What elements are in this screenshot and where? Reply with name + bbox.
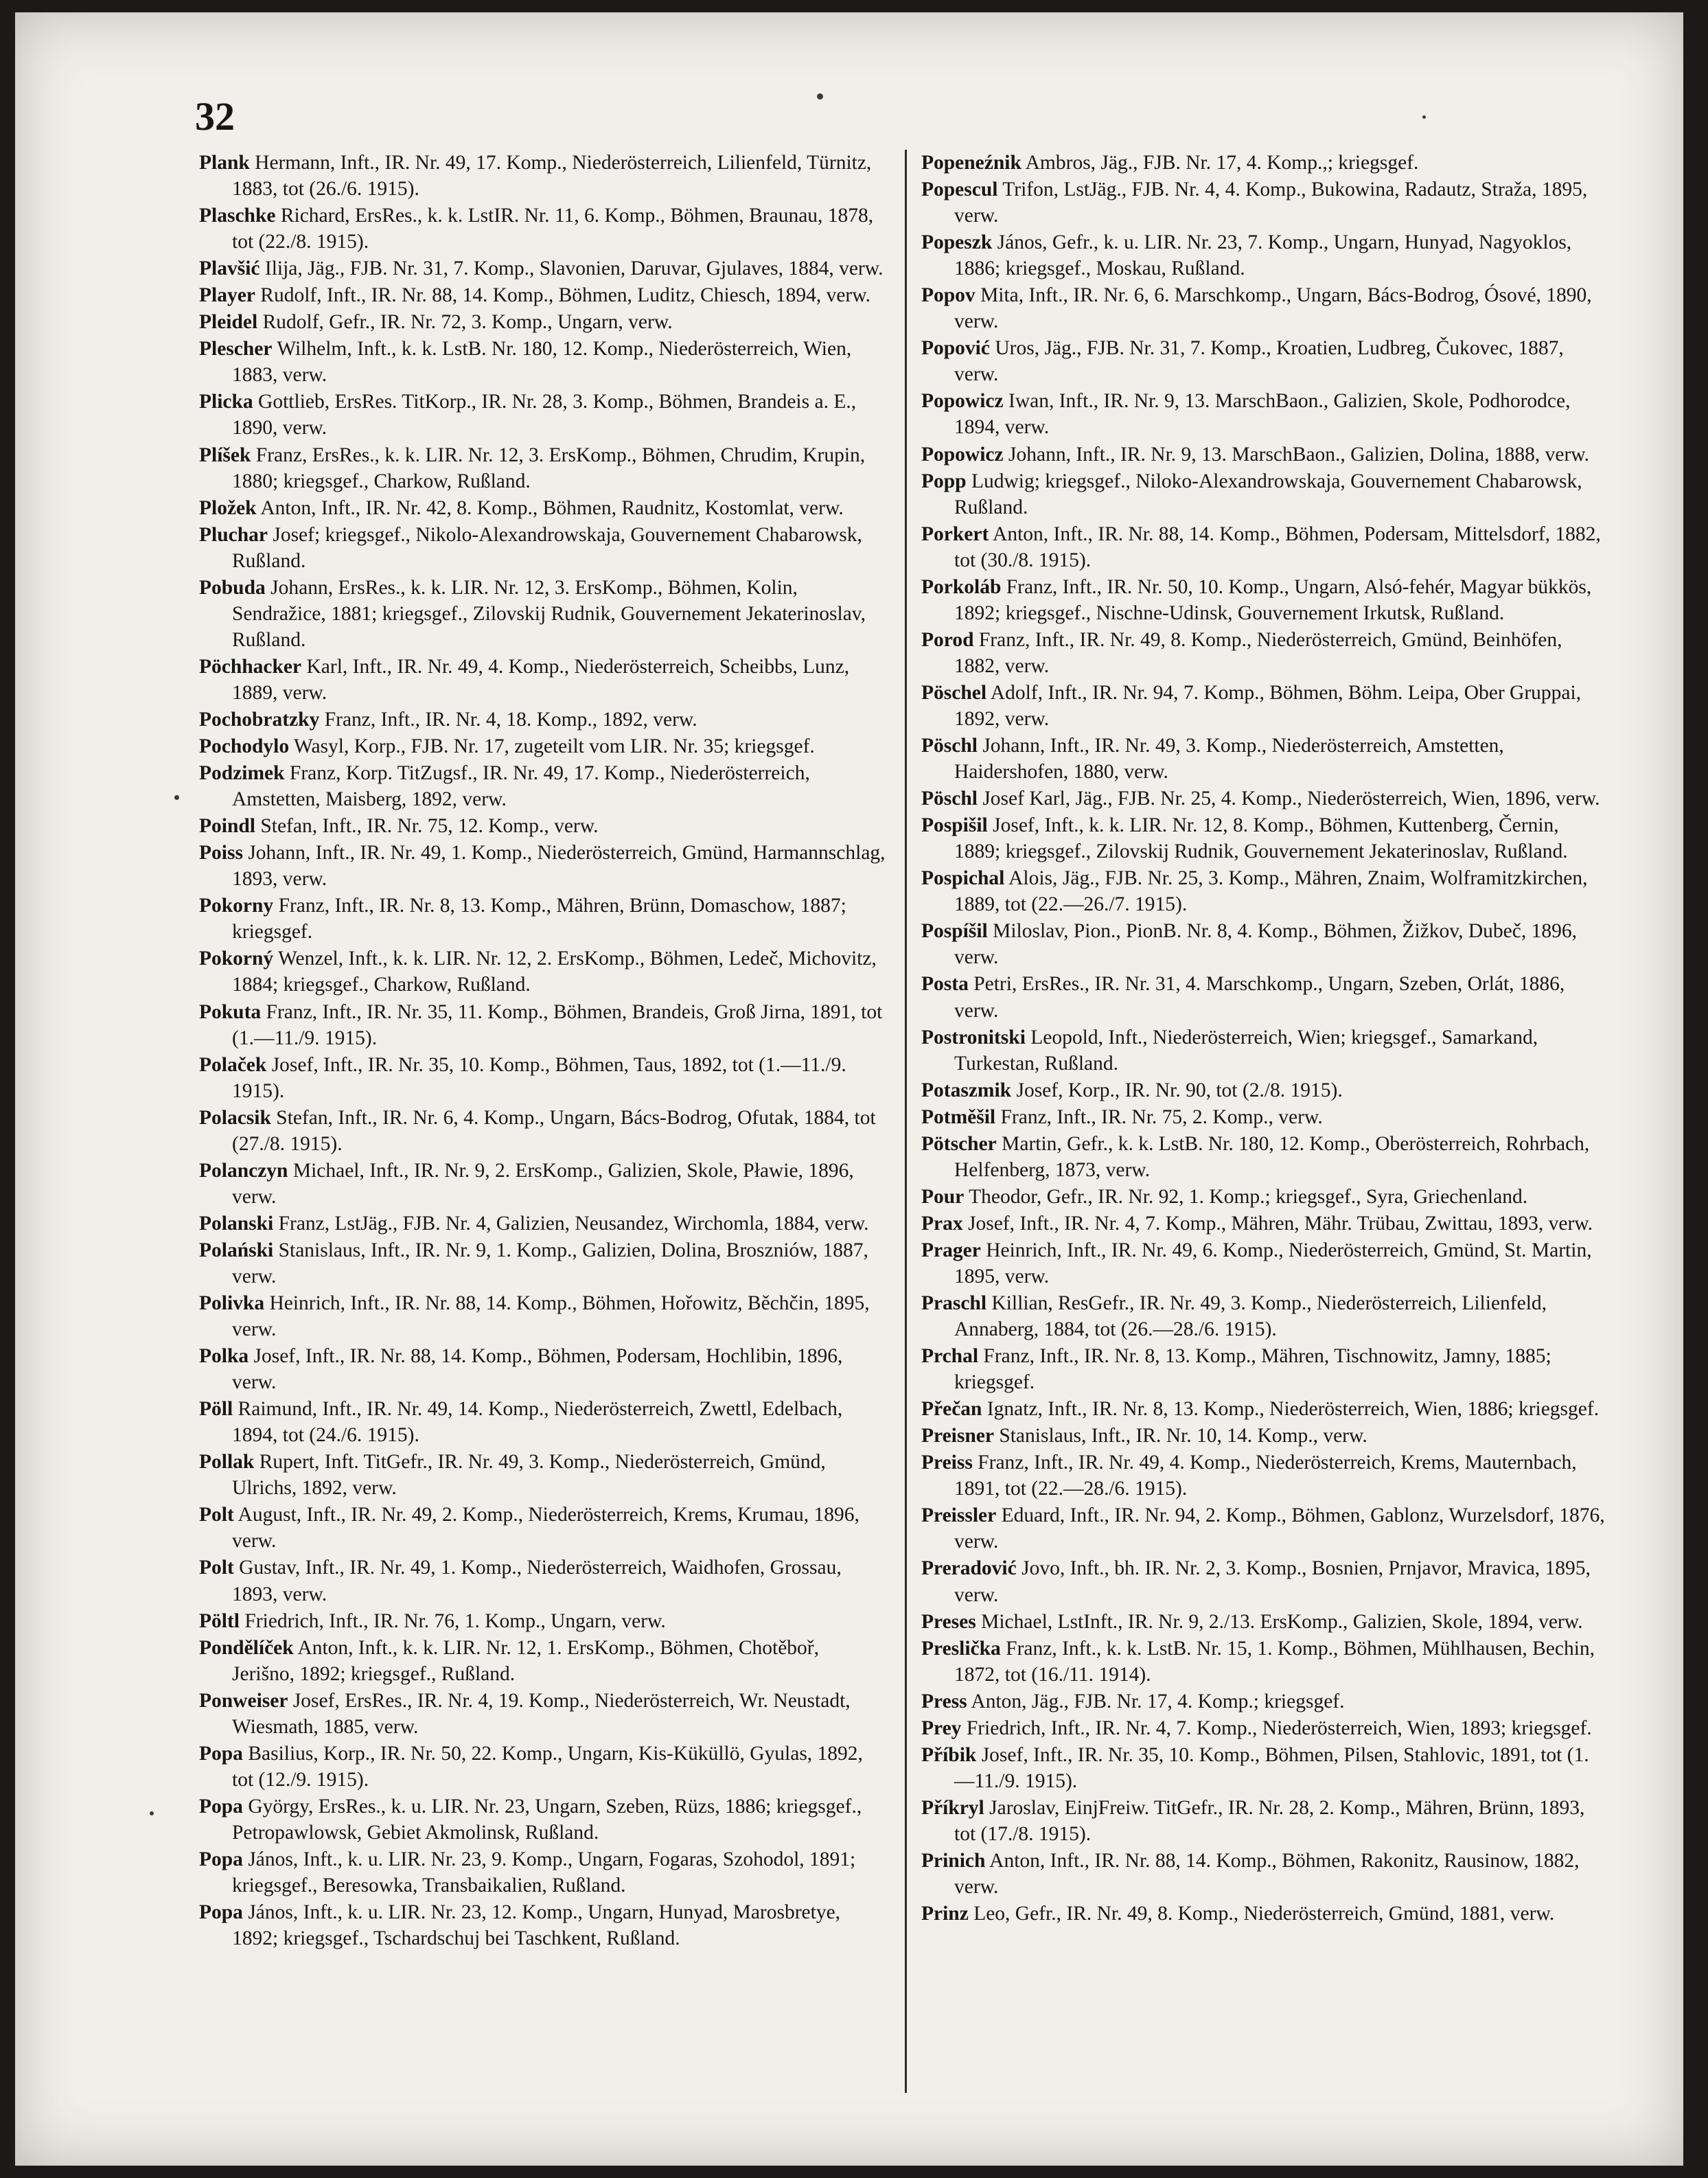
entry-details: Killian, ResGefr., IR. Nr. 49, 3. Komp., Niederösterreich, Lilienfeld, Annaberg, 1884, tot (26.—28./6. 1915). bbox=[954, 1292, 1547, 1341]
entry-details: Franz, Inft., IR. Nr. 4, 18. Komp., 1892, verw. bbox=[324, 708, 697, 731]
entry-surname: Pluchar bbox=[199, 523, 268, 546]
entry-surname: Pour bbox=[921, 1185, 965, 1208]
entry-surname: Praschl bbox=[921, 1292, 987, 1315]
register-entry bbox=[199, 945, 886, 998]
entry-details: Johann, ErsRes., k. k. LIR. Nr. 12, 3. ErsKomp., Böhmen, Kolin, Sendražice, 1881; kriegsgef., Zilovskij Rudnik, Gouvernement Jekaterinoslav, Rußland. bbox=[232, 576, 866, 651]
entry-details: Anton, Inft., IR. Nr. 88, 14. Komp., Böhmen, Podersam, Mittelsdorf, 1882, tot (30./8. 1915). bbox=[954, 523, 1601, 571]
register-entry bbox=[921, 1290, 1608, 1342]
register-entry bbox=[921, 229, 1608, 282]
entry-details: Josef, Inft., k. k. LIR. Nr. 12, 8. Komp., Böhmen, Kuttenberg, Černin, 1889; kriegsgef., Zilovskij Rudnik, Gouvernement Jekaterinoslav, Rußland. bbox=[954, 814, 1568, 863]
register-entry bbox=[199, 733, 886, 759]
entry-details: Heinrich, Inft., IR. Nr. 49, 6. Komp., Niederösterreich, Gmünd, St. Martin, 1895, verw. bbox=[954, 1239, 1592, 1287]
entry-details: Franz, LstJäg., FJB. Nr. 4, Galizien, Neusandez, Wirchomla, 1884, verw. bbox=[278, 1212, 869, 1235]
register-entry bbox=[921, 176, 1608, 229]
register-entry bbox=[199, 840, 886, 892]
entry-details: Karl, Inft., IR. Nr. 49, 4. Komp., Niederösterreich, Scheibbs, Lunz, 1889, verw. bbox=[232, 655, 850, 704]
entry-surname: Pötscher bbox=[921, 1132, 997, 1155]
entry-details: Stefan, Inft., IR. Nr. 75, 12. Komp., verw. bbox=[260, 815, 599, 838]
register-entry bbox=[199, 654, 886, 706]
entry-details: Ambros, Jäg., FJB. Nr. 17, 4. Komp.,; kriegsgef. bbox=[1025, 152, 1419, 174]
entry-surname: Polt bbox=[199, 1557, 234, 1579]
entry-surname: Preses bbox=[921, 1610, 976, 1633]
entry-surname: Přečan bbox=[921, 1398, 982, 1421]
entry-surname: Plíšek bbox=[199, 444, 251, 466]
entry-details: Iwan, Inft., IR. Nr. 9, 13. MarschBaon., Galizien, Skole, Podhorodce, 1894, verw. bbox=[954, 390, 1571, 439]
entry-surname: Pokorny bbox=[199, 895, 274, 917]
entry-surname: Plaschke bbox=[199, 205, 276, 227]
entry-details: Ilija, Jäg., FJB. Nr. 31, 7. Komp., Slavonien, Daruvar, Gjulaves, 1884, verw. bbox=[264, 257, 884, 280]
entry-details: Josef, Korp., IR. Nr. 90, tot (2./8. 1915). bbox=[1016, 1079, 1343, 1101]
entry-surname: Press bbox=[921, 1690, 967, 1712]
entry-surname: Příbik bbox=[921, 1743, 977, 1766]
entry-surname: Popa bbox=[199, 1742, 243, 1765]
register-entry bbox=[199, 1158, 886, 1210]
register-entry bbox=[921, 1715, 1608, 1741]
register-entry bbox=[199, 813, 886, 839]
register-entry bbox=[199, 893, 886, 945]
register-entry bbox=[199, 1502, 886, 1554]
entry-surname: Prchal bbox=[921, 1345, 979, 1368]
entry-surname: Pöll bbox=[199, 1398, 233, 1421]
entry-surname: Pobuda bbox=[199, 576, 266, 599]
entry-details: Josef, Inft., IR. Nr. 35, 10. Komp., Böhmen, Pilsen, Stahlovic, 1891, tot (1.—11./9. 1915). bbox=[954, 1743, 1589, 1792]
entry-details: Franz, Inft., IR. Nr. 50, 10. Komp., Ungarn, Alsó-fehér, Magyar bükkös, 1892; kriegsgef., Nischne-Udinsk, Gouvernement Irkutsk, Rußland. bbox=[954, 575, 1592, 624]
register-entry bbox=[921, 1742, 1608, 1794]
entry-surname: Popa bbox=[199, 1848, 243, 1870]
entry-details: Josef, Inft., IR. Nr. 4, 7. Komp., Mähren, Mähr. Trübau, Zwittau, 1893, verw. bbox=[968, 1212, 1593, 1235]
register-entry bbox=[199, 1555, 886, 1607]
register-entry bbox=[921, 733, 1608, 785]
register-entry bbox=[199, 1608, 886, 1634]
register-entry bbox=[199, 1211, 886, 1237]
register-entry bbox=[199, 522, 886, 574]
entry-details: Gustav, Inft., IR. Nr. 49, 1. Komp., Niederösterreich, Waidhofen, Grossau, 1893, verw. bbox=[232, 1557, 842, 1605]
register-entry bbox=[921, 1237, 1608, 1289]
entry-surname: Polacsik bbox=[199, 1106, 271, 1129]
entry-details: August, Inft., IR. Nr. 49, 2. Komp., Niederösterreich, Krems, Krumau, 1896, verw. bbox=[232, 1504, 859, 1552]
register-entry bbox=[921, 1688, 1608, 1715]
register-entry bbox=[921, 1423, 1608, 1449]
entry-details: Wenzel, Inft., k. k. LIR. Nr. 12, 2. ErsKomp., Böhmen, Ledeč, Michovitz, 1884; kriegsgef., Charkow, Rußland. bbox=[232, 948, 877, 996]
print-speck bbox=[1422, 115, 1426, 119]
entry-surname: Preslička bbox=[921, 1637, 1001, 1660]
register-entry bbox=[199, 1846, 886, 1899]
register-entry bbox=[199, 389, 886, 441]
left-column bbox=[199, 150, 886, 1952]
entry-details: Leopold, Inft., Niederösterreich, Wien; kriegsgef., Samarkand, Turkestan, Rußland. bbox=[954, 1026, 1538, 1075]
entry-details: Eduard, Inft., IR. Nr. 94, 2. Komp., Böhmen, Gablonz, Wurzelsdorf, 1876, verw. bbox=[954, 1504, 1605, 1553]
register-entry bbox=[921, 1848, 1608, 1900]
entry-surname: Pondělíček bbox=[199, 1636, 294, 1659]
entry-details: Alois, Jäg., FJB. Nr. 25, 3. Komp., Mähren, Znaim, Wolframitzkirchen, 1889, tot (22.—26./7. 1915). bbox=[954, 867, 1588, 916]
entry-surname: Preissler bbox=[921, 1504, 997, 1527]
entry-surname: Potaszmik bbox=[921, 1079, 1012, 1101]
entry-details: Stanislaus, Inft., IR. Nr. 9, 1. Komp., Galizien, Dolina, Broszniów, 1887, verw. bbox=[232, 1239, 868, 1287]
register-entry bbox=[199, 1741, 886, 1793]
entry-details: Johann, Inft., IR. Nr. 49, 1. Komp., Niederösterreich, Gmünd, Harmannschlag, 1893, verw. bbox=[232, 842, 886, 891]
register-entry bbox=[921, 468, 1608, 520]
register-entry bbox=[199, 203, 886, 255]
entry-details: Josef Karl, Jäg., FJB. Nr. 25, 4. Komp., Niederösterreich, Wien, 1896, verw. bbox=[982, 788, 1600, 810]
entry-surname: Popescul bbox=[921, 179, 998, 201]
entry-details: Anton, Inft., IR. Nr. 42, 8. Komp., Böhmen, Raudnitz, Kostomlat, verw. bbox=[260, 496, 844, 519]
entry-details: János, Inft., k. u. LIR. Nr. 23, 12. Komp., Ungarn, Hunyad, Marosbretye, 1892; kriegsgef., Tschardschuj bei Taschkent, Rußland. bbox=[232, 1901, 841, 1950]
register-entry bbox=[921, 627, 1608, 679]
entry-surname: Popa bbox=[199, 1901, 243, 1924]
entry-details: Wilhelm, Inft., k. k. LstB. Nr. 180, 12. Komp., Niederösterreich, Wien, 1883, verw. bbox=[232, 338, 852, 387]
entry-details: Rudolf, Gefr., IR. Nr. 72, 3. Komp., Ungarn, verw. bbox=[262, 311, 673, 334]
entry-surname: Pochobratzky bbox=[199, 708, 320, 731]
register-entry bbox=[921, 1104, 1608, 1130]
entry-surname: Pöchhacker bbox=[199, 655, 302, 678]
register-entry bbox=[199, 1899, 886, 1951]
entry-details: Franz, ErsRes., k. k. LIR. Nr. 12, 3. ErsKomp., Böhmen, Chrudim, Krupin, 1880; kriegsgef., Charkow, Rußland. bbox=[232, 444, 866, 492]
entry-details: Rudolf, Inft., IR. Nr. 88, 14. Komp., Böhmen, Luditz, Chiesch, 1894, verw. bbox=[260, 284, 871, 307]
register-entry bbox=[199, 1343, 886, 1395]
entry-surname: Popeneźnik bbox=[921, 152, 1022, 174]
entry-surname: Pöltl bbox=[199, 1609, 240, 1632]
print-speck bbox=[817, 93, 823, 100]
register-entry bbox=[199, 336, 886, 388]
register-entry bbox=[921, 1502, 1608, 1555]
register-entry bbox=[921, 1795, 1608, 1847]
register-entry bbox=[921, 1449, 1608, 1502]
register-entry bbox=[921, 865, 1608, 917]
register-entry bbox=[921, 1343, 1608, 1395]
register-entry bbox=[921, 150, 1608, 176]
entry-details: Hermann, Inft., IR. Nr. 49, 17. Komp., Niederösterreich, Lilienfeld, Türnitz, 1883, tot (26./6. 1915). bbox=[232, 152, 872, 200]
entry-details: Josef, ErsRes., IR. Nr. 4, 19. Komp., Niederösterreich, Wr. Neustadt, Wiesmath, 1885, verw. bbox=[232, 1689, 851, 1738]
entry-surname: Popeszk bbox=[921, 231, 993, 254]
entry-details: Stanislaus, Inft., IR. Nr. 10, 14. Komp., verw. bbox=[999, 1425, 1367, 1447]
entry-surname: Polanczyn bbox=[199, 1159, 288, 1182]
entry-details: Stefan, Inft., IR. Nr. 6, 4. Komp., Ungarn, Bács-Bodrog, Ofutak, 1884, tot (27./8. 1915). bbox=[232, 1106, 876, 1155]
page-number: 32 bbox=[195, 94, 235, 139]
entry-details: Friedrich, Inft., IR. Nr. 4, 7. Komp., Niederösterreich, Wien, 1893; kriegsgef. bbox=[966, 1717, 1592, 1739]
entry-details: Franz, Inft., IR. Nr. 75, 2. Komp., verw. bbox=[1000, 1105, 1323, 1128]
entry-surname: Pokorný bbox=[199, 948, 274, 970]
register-entry bbox=[921, 918, 1608, 970]
register-entry bbox=[199, 282, 886, 308]
entry-surname: Polanski bbox=[199, 1212, 274, 1235]
entry-details: Basilius, Korp., IR. Nr. 50, 22. Komp., Ungarn, Kis-Küküllö, Gyulas, 1892, tot (12./9. 1915). bbox=[232, 1742, 863, 1791]
entry-surname: Plicka bbox=[199, 391, 253, 413]
entry-details: Friedrich, Inft., IR. Nr. 76, 1. Komp., Ungarn, verw. bbox=[244, 1609, 666, 1632]
entry-surname: Pöschl bbox=[921, 788, 978, 810]
entry-surname: Pospichal bbox=[921, 867, 1005, 890]
entry-details: Michael, LstInft., IR. Nr. 9, 2./13. ErsKomp., Galizien, Skole, 1894, verw. bbox=[981, 1610, 1583, 1633]
entry-details: Franz, Inft., IR. Nr. 49, 4. Komp., Niederösterreich, Krems, Mauternbach, 1891, tot (22.—28./6. 1915). bbox=[954, 1452, 1577, 1500]
entry-surname: Pokuta bbox=[199, 1000, 262, 1023]
register-entry bbox=[199, 1688, 886, 1740]
entry-surname: Plescher bbox=[199, 338, 273, 360]
register-entry bbox=[921, 282, 1608, 334]
entry-details: Franz, Inft., IR. Nr. 35, 11. Komp., Böhmen, Brandeis, Groß Jirna, 1891, tot (1.—11./9. 1915). bbox=[232, 1000, 883, 1049]
entry-surname: Potměšil bbox=[921, 1105, 996, 1128]
entry-details: Josef, Inft., IR. Nr. 35, 10. Komp., Böhmen, Taus, 1892, tot (1.—11./9. 1915). bbox=[232, 1053, 846, 1102]
register-entry bbox=[921, 1396, 1608, 1422]
entry-details: György, ErsRes., k. u. LIR. Nr. 23, Ungarn, Szeben, Rüzs, 1886; kriegsgef., Petropawlowsk, Gebiet Akmolinsk, Rußland. bbox=[232, 1795, 862, 1844]
register-entry bbox=[199, 999, 886, 1051]
entry-details: Ignatz, Inft., IR. Nr. 8, 13. Komp., Niederösterreich, Wien, 1886; kriegsgef. bbox=[986, 1398, 1600, 1421]
entry-surname: Poiss bbox=[199, 842, 243, 864]
entry-surname: Ponweiser bbox=[199, 1689, 288, 1712]
entry-details: Franz, Inft., IR. Nr. 8, 13. Komp., Mähren, Brünn, Domaschow, 1887; kriegsgef. bbox=[232, 895, 846, 943]
entry-surname: Porkert bbox=[921, 523, 989, 545]
register-entry bbox=[199, 1290, 886, 1342]
entry-details: Richard, ErsRes., k. k. LstIR. Nr. 11, 6. Komp., Böhmen, Braunau, 1878, tot (22./8. 1915). bbox=[232, 205, 874, 253]
register-entry bbox=[921, 971, 1608, 1023]
register-entry bbox=[199, 1449, 886, 1501]
register-entry bbox=[921, 1609, 1608, 1635]
register-entry bbox=[199, 1635, 886, 1687]
entry-details: Anton, Inft., k. k. LIR. Nr. 12, 1. ErsKomp., Böhmen, Chotěboř, Jerišno, 1892; kriegsgef., Rußland. bbox=[232, 1636, 819, 1685]
right-column bbox=[921, 150, 1608, 1927]
entry-details: Leo, Gefr., IR. Nr. 49, 8. Komp., Niederösterreich, Gmünd, 1881, verw. bbox=[973, 1903, 1555, 1925]
register-entry bbox=[921, 1211, 1608, 1237]
entry-surname: Pospišil bbox=[921, 814, 988, 837]
entry-details: Martin, Gefr., k. k. LstB. Nr. 180, 12. Komp., Oberösterreich, Rohrbach, Helfenberg, 1873, verw. bbox=[954, 1132, 1590, 1181]
entry-surname: Popp bbox=[921, 470, 967, 492]
entry-details: Anton, Inft., IR. Nr. 88, 14. Komp., Böhmen, Rakonitz, Rausinow, 1882, verw. bbox=[954, 1850, 1580, 1899]
entry-surname: Preradović bbox=[921, 1557, 1017, 1580]
register-entry bbox=[199, 255, 886, 282]
register-entry bbox=[199, 495, 886, 521]
register-entry bbox=[921, 521, 1608, 573]
entry-surname: Pöschel bbox=[921, 681, 987, 704]
entry-surname: Preisner bbox=[921, 1425, 994, 1447]
register-entry bbox=[921, 812, 1608, 864]
entry-surname: Porod bbox=[921, 628, 974, 651]
register-entry bbox=[199, 1793, 886, 1846]
register-entry bbox=[921, 786, 1608, 812]
register-entry bbox=[199, 442, 886, 494]
entry-details: Franz, Inft., IR. Nr. 8, 13. Komp., Mähren, Tischnowitz, Jamny, 1885; kriegsgef. bbox=[954, 1345, 1551, 1394]
entry-surname: Prey bbox=[921, 1717, 962, 1739]
column-divider bbox=[905, 150, 907, 2093]
print-speck bbox=[174, 795, 179, 800]
entry-details: Franz, Inft., IR. Nr. 49, 8. Komp., Niederösterreich, Gmünd, Beinhöfen, 1882, verw. bbox=[954, 628, 1562, 677]
entry-details: Uros, Jäg., FJB. Nr. 31, 7. Komp., Kroatien, Ludbreg, Čukovec, 1887, verw. bbox=[954, 337, 1564, 386]
entry-details: Jaroslav, EinjFreiw. TitGefr., IR. Nr. 28, 2. Komp., Mähren, Brünn, 1893, tot (17./8. 1915). bbox=[954, 1796, 1585, 1845]
entry-details: Rupert, Inft. TitGefr., IR. Nr. 49, 3. Komp., Niederösterreich, Gmünd, Ulrichs, 1892, verw. bbox=[232, 1451, 826, 1500]
entry-surname: Pospíšil bbox=[921, 920, 988, 943]
entry-details: Gottlieb, ErsRes. TitKorp., IR. Nr. 28, 3. Komp., Böhmen, Brandeis a. E., 1890, verw. bbox=[232, 391, 857, 439]
register-entry bbox=[921, 388, 1608, 440]
entry-details: Josef; kriegsgef., Nikolo-Alexandrowskaja, Gouvernement Chabarowsk, Rußland. bbox=[232, 523, 862, 572]
register-entry bbox=[921, 442, 1608, 468]
entry-details: Mita, Inft., IR. Nr. 6, 6. Marschkomp., Ungarn, Bács-Bodrog, Ósové, 1890, verw. bbox=[954, 284, 1592, 333]
register-entry bbox=[921, 680, 1608, 732]
entry-surname: Polivka bbox=[199, 1292, 265, 1315]
entry-surname: Postronitski bbox=[921, 1026, 1026, 1048]
entry-details: Johann, Inft., IR. Nr. 49, 3. Komp., Niederösterreich, Amstetten, Haidershofen, 1880, verw. bbox=[954, 735, 1504, 783]
register-entry bbox=[921, 335, 1608, 387]
entry-details: Adolf, Inft., IR. Nr. 94, 7. Komp., Böhmen, Böhm. Leipa, Ober Gruppai, 1892, verw. bbox=[954, 681, 1582, 730]
entry-surname: Posta bbox=[921, 973, 969, 996]
entry-surname: Popović bbox=[921, 337, 990, 360]
register-entry bbox=[199, 1396, 886, 1448]
entry-details: János, Inft., k. u. LIR. Nr. 23, 9. Komp., Ungarn, Fogaras, Szohodol, 1891; kriegsgef., Beresowka, Transbaikalien, Rußland. bbox=[232, 1848, 856, 1897]
entry-surname: Pöschl bbox=[921, 735, 978, 757]
register-entry bbox=[921, 574, 1608, 626]
entry-details: Petri, ErsRes., IR. Nr. 31, 4. Marschkomp., Ungarn, Szeben, Orlát, 1886, verw. bbox=[954, 973, 1565, 1022]
entry-details: Franz, Korp. TitZugsf., IR. Nr. 49, 17. Komp., Niederösterreich, Amstetten, Maisberg, 1892, verw. bbox=[232, 762, 810, 811]
entry-details: Raimund, Inft., IR. Nr. 49, 14. Komp., Niederösterreich, Zwettl, Edelbach, 1894, tot (24./6. 1915). bbox=[232, 1398, 843, 1447]
entry-surname: Popa bbox=[199, 1795, 243, 1818]
register-entry bbox=[921, 1901, 1608, 1927]
entry-details: Jovo, Inft., bh. IR. Nr. 2, 3. Komp., Bosnien, Prnjavor, Mravica, 1895, verw. bbox=[954, 1557, 1591, 1606]
entry-details: Michael, Inft., IR. Nr. 9, 2. ErsKomp., Galizien, Skole, Pławie, 1896, verw. bbox=[232, 1159, 854, 1208]
entry-surname: Popowicz bbox=[921, 390, 1004, 413]
entry-surname: Příkryl bbox=[921, 1796, 984, 1819]
register-entry bbox=[199, 1237, 886, 1289]
register-entry bbox=[921, 1555, 1608, 1607]
entry-details: Heinrich, Inft., IR. Nr. 88, 14. Komp., Böhmen, Hořowitz, Běchčin, 1895, verw. bbox=[232, 1292, 870, 1341]
register-entry bbox=[921, 1077, 1608, 1103]
entry-surname: Prinz bbox=[921, 1903, 969, 1925]
register-entry bbox=[199, 760, 886, 812]
entry-surname: Poindl bbox=[199, 815, 255, 838]
entry-surname: Prax bbox=[921, 1212, 963, 1235]
entry-details: Trifon, LstJäg., FJB. Nr. 4, 4. Komp., Bukowina, Radautz, Straža, 1895, verw. bbox=[954, 179, 1588, 227]
register-entry bbox=[199, 309, 886, 335]
entry-details: Miloslav, Pion., PionB. Nr. 8, 4. Komp., Böhmen, Žižkov, Dubeč, 1896, verw. bbox=[954, 920, 1577, 969]
entry-details: Josef, Inft., IR. Nr. 88, 14. Komp., Böhmen, Podersam, Hochlibin, 1896, verw. bbox=[232, 1345, 843, 1394]
entry-surname: Pložek bbox=[199, 496, 257, 519]
entry-surname: Prager bbox=[921, 1239, 981, 1261]
entry-surname: Preiss bbox=[921, 1452, 973, 1474]
entry-surname: Popov bbox=[921, 284, 976, 307]
register-entry bbox=[199, 150, 886, 202]
entry-details: Johann, Inft., IR. Nr. 9, 13. MarschBaon., Galizien, Dolina, 1888, verw. bbox=[1008, 443, 1590, 466]
register-entry bbox=[199, 707, 886, 733]
document-page bbox=[15, 12, 1683, 2166]
register-entry bbox=[921, 1131, 1608, 1183]
entry-surname: Polt bbox=[199, 1504, 234, 1526]
entry-surname: Plank bbox=[199, 152, 250, 174]
register-entry bbox=[921, 1184, 1608, 1210]
entry-surname: Polka bbox=[199, 1345, 249, 1368]
entry-details: Wasyl, Korp., FJB. Nr. 17, zugeteilt vom LIR. Nr. 35; kriegsgef. bbox=[293, 735, 815, 758]
entry-surname: Player bbox=[199, 284, 255, 307]
entry-details: Ludwig; kriegsgef., Niloko-Alexandrowskaja, Gouvernement Chabarowsk, Rußland. bbox=[954, 470, 1582, 518]
entry-surname: Prinich bbox=[921, 1850, 986, 1872]
entry-surname: Pochodylo bbox=[199, 735, 290, 758]
entry-details: Franz, Inft., k. k. LstB. Nr. 15, 1. Komp., Böhmen, Mühlhausen, Bechin, 1872, tot (16./11. 1914). bbox=[954, 1637, 1595, 1686]
entry-surname: Popowicz bbox=[921, 443, 1004, 466]
entry-surname: Pleidel bbox=[199, 311, 258, 334]
entry-surname: Polaček bbox=[199, 1053, 267, 1076]
register-entry bbox=[199, 1052, 886, 1104]
register-entry bbox=[199, 1105, 886, 1157]
entry-surname: Podzimek bbox=[199, 762, 285, 785]
entry-details: Anton, Jäg., FJB. Nr. 17, 4. Komp.; kriegsgef. bbox=[971, 1690, 1345, 1712]
entry-details: János, Gefr., k. u. LIR. Nr. 23, 7. Komp., Ungarn, Hunyad, Nagyoklos, 1886; kriegsgef., Moskau, Rußland. bbox=[954, 231, 1572, 280]
print-speck bbox=[150, 1811, 154, 1815]
entry-surname: Porkoláb bbox=[921, 575, 1002, 598]
entry-surname: Pollak bbox=[199, 1451, 255, 1474]
register-entry bbox=[921, 1024, 1608, 1077]
register-entry bbox=[199, 575, 886, 653]
entry-details: Theodor, Gefr., IR. Nr. 92, 1. Komp.; kriegsgef., Syra, Griechenland. bbox=[969, 1185, 1528, 1208]
entry-surname: Polański bbox=[199, 1239, 274, 1261]
entry-surname: Plavšić bbox=[199, 257, 260, 280]
register-entry bbox=[921, 1636, 1608, 1688]
